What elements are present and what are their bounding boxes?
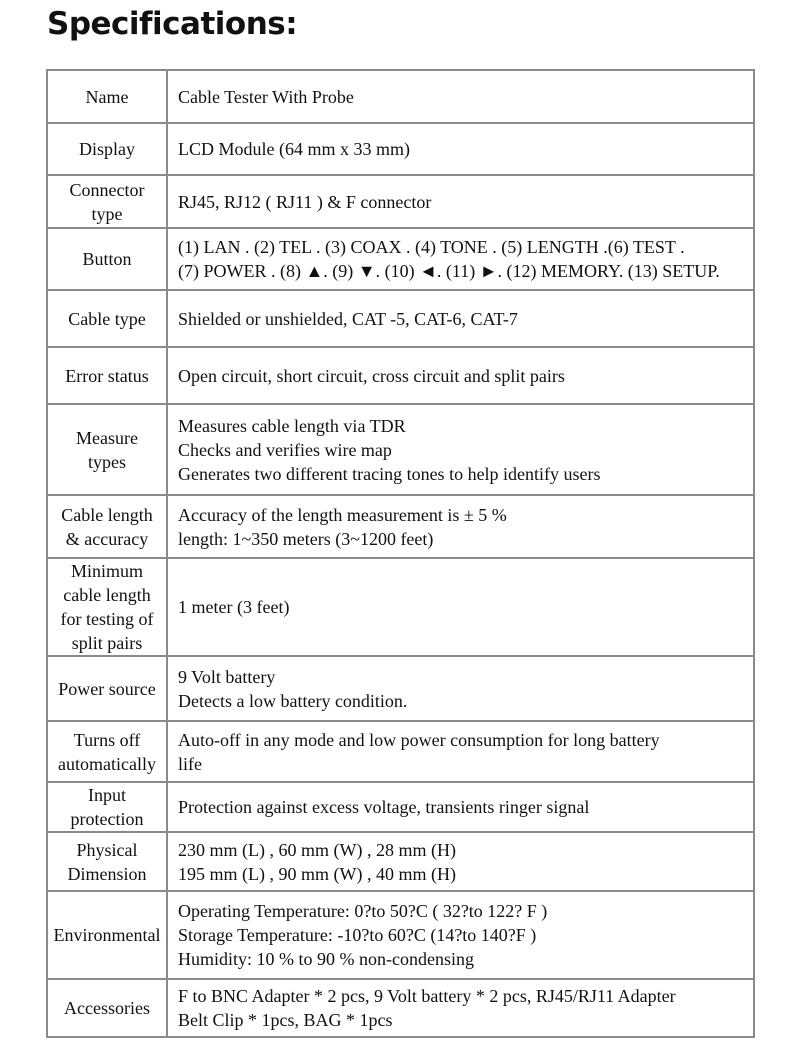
spec-label-cell [47, 891, 167, 979]
spec-label-cell [47, 228, 167, 290]
spec-label: Error status [65, 365, 149, 386]
table-row [47, 228, 754, 290]
spec-label-cell [47, 70, 167, 123]
spec-label-cell [47, 123, 167, 175]
spec-value: RJ45, RJ12 ( RJ11 ) & F connector [178, 191, 432, 212]
spec-value: (1) LAN . (2) TEL . (3) COAX . (4) TONE . (5) LENGTH .(6) TEST . [178, 237, 685, 257]
spec-value: LCD Module (64 mm x 33 mm) [178, 139, 410, 159]
spec-label-cell [47, 832, 167, 891]
spec-label-cell [47, 782, 167, 832]
specifications-table [46, 69, 755, 1038]
spec-label: Power source [58, 678, 156, 699]
spec-value: Accuracy of the length measurement is ± 5 % [178, 504, 507, 525]
spec-label: Connector [69, 179, 145, 200]
spec-value-cell [167, 495, 754, 558]
spec-label-cell [47, 656, 167, 721]
spec-value: F to BNC Adapter * 2 pcs, 9 Volt battery * 2 pcs, RJ45/RJ11 Adapter [178, 986, 676, 1006]
spec-value-cell [167, 656, 754, 721]
table-row [47, 495, 754, 558]
table-row [47, 404, 754, 495]
spec-label: cable length [63, 585, 151, 605]
table-row [47, 832, 754, 891]
spec-value-cell [167, 290, 754, 347]
table-row [47, 70, 754, 123]
spec-value: Protection against excess voltage, transients ringer signal [178, 797, 590, 817]
spec-value-cell [167, 70, 754, 123]
table-row [47, 347, 754, 404]
spec-label: Physical [76, 839, 138, 860]
spec-value: Shielded or unshielded, CAT -5, CAT-6, CAT-7 [178, 308, 518, 329]
spec-value: Auto-off in any mode and low power consumption for long battery [178, 729, 660, 750]
spec-value: 9 Volt battery [178, 666, 276, 687]
spec-value: Operating Temperature: 0?to 50?C ( 32?to 122? F ) [178, 901, 548, 921]
spec-label: Display [79, 139, 135, 159]
spec-value: Storage Temperature: -10?to 60?C (14?to 140?F ) [178, 925, 537, 945]
spec-label: Input [88, 785, 126, 805]
spec-value-cell [167, 891, 754, 979]
table-row [47, 656, 754, 721]
spec-label: Measure [76, 427, 138, 448]
spec-label: split pairs [71, 633, 143, 653]
spec-value: Detects a low battery condition. [178, 690, 408, 711]
spec-value: 1 meter (3 feet) [178, 597, 290, 617]
spec-label: protection [70, 809, 144, 829]
spec-label: Accessories [64, 998, 150, 1018]
spec-label: Cable length [61, 504, 153, 525]
spec-label: Button [82, 249, 132, 269]
spec-label: Turns off [73, 729, 141, 750]
spec-label: Name [85, 86, 129, 107]
spec-value-cell [167, 558, 754, 656]
table-row [47, 979, 754, 1037]
spec-label-cell [47, 347, 167, 404]
spec-label-cell [47, 979, 167, 1037]
spec-label: Minimum [70, 561, 143, 581]
spec-label-cell [47, 558, 167, 656]
table-row [47, 782, 754, 832]
spec-value-cell [167, 721, 754, 782]
spec-value-cell [167, 782, 754, 832]
spec-value-cell [167, 832, 754, 891]
table-row [47, 175, 754, 228]
spec-label: type [91, 203, 123, 224]
spec-label: automatically [58, 753, 156, 774]
spec-label-cell [47, 175, 167, 228]
table-row [47, 891, 754, 979]
spec-value-cell [167, 347, 754, 404]
table-row [47, 558, 754, 656]
spec-label-cell [47, 495, 167, 558]
spec-value: 230 mm (L) , 60 mm (W) , 28 mm (H) [178, 839, 456, 860]
spec-label: & accuracy [65, 528, 149, 549]
spec-label-cell [47, 721, 167, 782]
spec-value-cell [167, 979, 754, 1037]
spec-value-cell [167, 175, 754, 228]
spec-value: Open circuit, short circuit, cross circuit and split pairs [178, 365, 565, 386]
table-row [47, 123, 754, 175]
spec-value: length: 1~350 meters (3~1200 feet) [178, 528, 434, 549]
page-title: Specifications: [47, 6, 298, 42]
spec-label: for testing of [60, 609, 154, 629]
spec-label: Environmental [53, 925, 161, 945]
spec-value-cell [167, 404, 754, 495]
spec-label-cell [47, 404, 167, 495]
spec-value: (7) POWER . (8) ▲. (9) ▼. (10) ◄. (11) ►. (12) MEMORY. (13) SETUP. [178, 261, 720, 281]
table-row [47, 290, 754, 347]
spec-value: Checks and verifies wire map [178, 439, 392, 460]
spec-value: life [178, 753, 202, 774]
spec-value: Cable Tester With Probe [178, 86, 354, 107]
spec-label: types [88, 451, 126, 472]
spec-value: Humidity: 10 % to 90 % non-condensing [178, 949, 474, 969]
spec-label: Cable type [68, 308, 146, 329]
spec-value: Belt Clip * 1pcs, BAG * 1pcs [178, 1010, 393, 1030]
spec-value-cell [167, 228, 754, 290]
spec-value: 195 mm (L) , 90 mm (W) , 40 mm (H) [178, 863, 456, 884]
spec-value: Measures cable length via TDR [178, 415, 406, 436]
spec-label: Dimension [67, 863, 147, 884]
spec-value: Generates two different tracing tones to help identify users [178, 463, 601, 484]
spec-label-cell [47, 290, 167, 347]
spec-value-cell [167, 123, 754, 175]
table-row [47, 721, 754, 782]
